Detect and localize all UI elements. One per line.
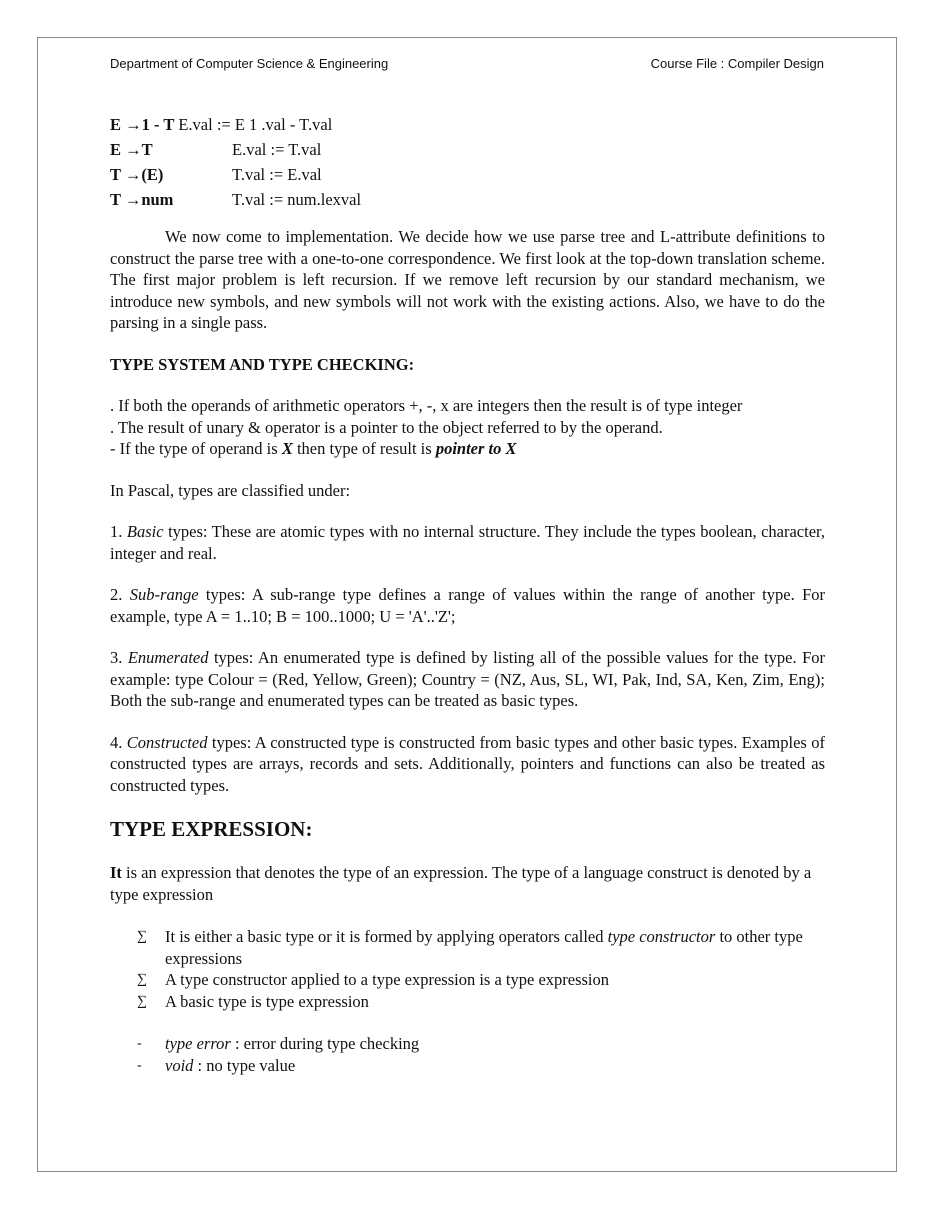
type-class-item — [110, 521, 825, 564]
list-item — [137, 1055, 825, 1077]
type-class-term: Basic — [126, 522, 164, 541]
page-content — [110, 112, 825, 1076]
type-class-text: types: A constructed type is constructed from basic types and other basic types. Examples of constructed types are arrays, records and sets. Additionally, pointers and functions can also be treated as constructed types. — [110, 732, 825, 795]
dash-bullet-icon: - — [137, 1036, 142, 1051]
production-row — [110, 112, 825, 137]
production-lhs: E →1 - T — [110, 115, 175, 134]
production-row — [110, 137, 825, 162]
type-system-heading: TYPE SYSTEM AND TYPE CHECKING: — [110, 354, 415, 374]
definition-lead: It — [110, 863, 122, 882]
production-rhs: T.val := num.lexval — [232, 190, 362, 209]
type-expression-heading: TYPE EXPRESSION: — [110, 817, 313, 841]
bullet-text-part: It is either a basic type or it is formed by applying operators called — [165, 927, 608, 946]
list-item — [137, 969, 825, 991]
bullet-emphasis: void — [165, 1055, 194, 1075]
definition-text: is an expression that denotes the type of an expression. The type of a language construct is denoted by a type expression — [110, 863, 812, 904]
type-class-text: types: These are atomic types with no internal structure. They include the types boolean, character, integer and real. — [110, 522, 826, 563]
production-lhs: E →T — [110, 140, 153, 159]
type-class-term: Sub-range — [129, 585, 199, 604]
sigma-bullet-icon: ∑ — [137, 929, 147, 944]
item-number: 2. — [110, 585, 130, 604]
type-class-item — [110, 732, 825, 797]
sigma-bullet-icon: ∑ — [137, 993, 147, 1009]
bullet-text — [165, 926, 825, 969]
bullet-text-part: to other type expressions — [165, 927, 803, 968]
item-number: 3. — [110, 648, 128, 667]
bullet-text — [165, 1055, 825, 1077]
production-rhs: E.val := T.val — [232, 140, 322, 159]
productions-block — [110, 112, 825, 212]
type-rule-line: . The result of unary & operator is a pointer to the object referred to by the operand. — [110, 417, 663, 437]
type-class-item — [110, 647, 825, 712]
production-row — [110, 162, 825, 187]
production-rhs: E.val := E 1 .val - T.val — [178, 115, 333, 134]
list-item — [137, 1033, 825, 1055]
rule-result: pointer to X — [435, 439, 517, 458]
list-item — [137, 991, 825, 1013]
rule-text: - If the type of operand is — [110, 439, 282, 458]
rule-text: then type of result is — [292, 439, 436, 458]
pascal-intro: In Pascal, types are classified under: — [110, 480, 351, 500]
item-number: 1. — [110, 522, 127, 541]
bullet-text — [165, 1033, 825, 1055]
production-lhs: T →(E) — [110, 165, 164, 184]
bullet-text-part: : error during type checking — [230, 1034, 420, 1053]
type-class-term: Enumerated — [127, 648, 209, 667]
production-row — [110, 187, 825, 212]
page-header — [110, 56, 824, 71]
production-lhs: T →num — [110, 190, 174, 209]
rule-operand-x: X — [281, 439, 293, 458]
bullet-text-part: : no type value — [193, 1055, 296, 1075]
intro-paragraph: We now come to implementation. We decide how we use parse tree and L-attribute definitions to construct the parse tree with a one-to-one correspondence. We first look at the top-down translation scheme. The first major problem is left recursion. If we remove left recursion by our standard mechanism, we introduce new symbols, and new symbols will not work with the existing actions. Also, we have to do the parsing in a single pass. — [110, 227, 825, 332]
type-class-item — [110, 584, 825, 627]
type-rule-line: . If both the operands of arithmetic operators +, -, x are integers then the result is of type integer — [110, 396, 743, 415]
header-department: Department of Computer Science & Engineering — [110, 56, 389, 71]
type-class-term: Constructed — [126, 732, 208, 752]
bullet-text: A type constructor applied to a type expression is a type expression — [165, 970, 610, 989]
bullet-text: A basic type is type expression — [165, 991, 369, 1011]
type-class-text: types: A sub-range type defines a range of values within the range of another type. For example, type A = 1..10; B = 100..1000; U = 'A'..'Z'; — [110, 585, 826, 626]
production-rhs: T.val := E.val — [232, 165, 322, 184]
sigma-bullet-icon: ∑ — [137, 972, 147, 987]
item-number: 4. — [110, 732, 127, 752]
list-item — [137, 926, 825, 969]
header-course-file: Course File : Compiler Design — [650, 56, 824, 71]
type-expression-bullets — [137, 926, 825, 1076]
type-expression-definition — [110, 862, 825, 905]
type-class-text: types: An enumerated type is defined by listing all of the possible values for the type. For example: type Colour = (Red, Yellow, Green); Country = (NZ, Aus, SL, WI, Pak, Ind, SA, Ken, Zim, Eng); Both the sub-range and enumerated types can be treated as basic types. — [110, 648, 826, 710]
type-rule-line — [110, 438, 825, 460]
bullet-emphasis: type error — [165, 1034, 231, 1053]
dash-bullet-icon: - — [137, 1057, 142, 1073]
bullet-emphasis: type constructor — [607, 927, 716, 946]
